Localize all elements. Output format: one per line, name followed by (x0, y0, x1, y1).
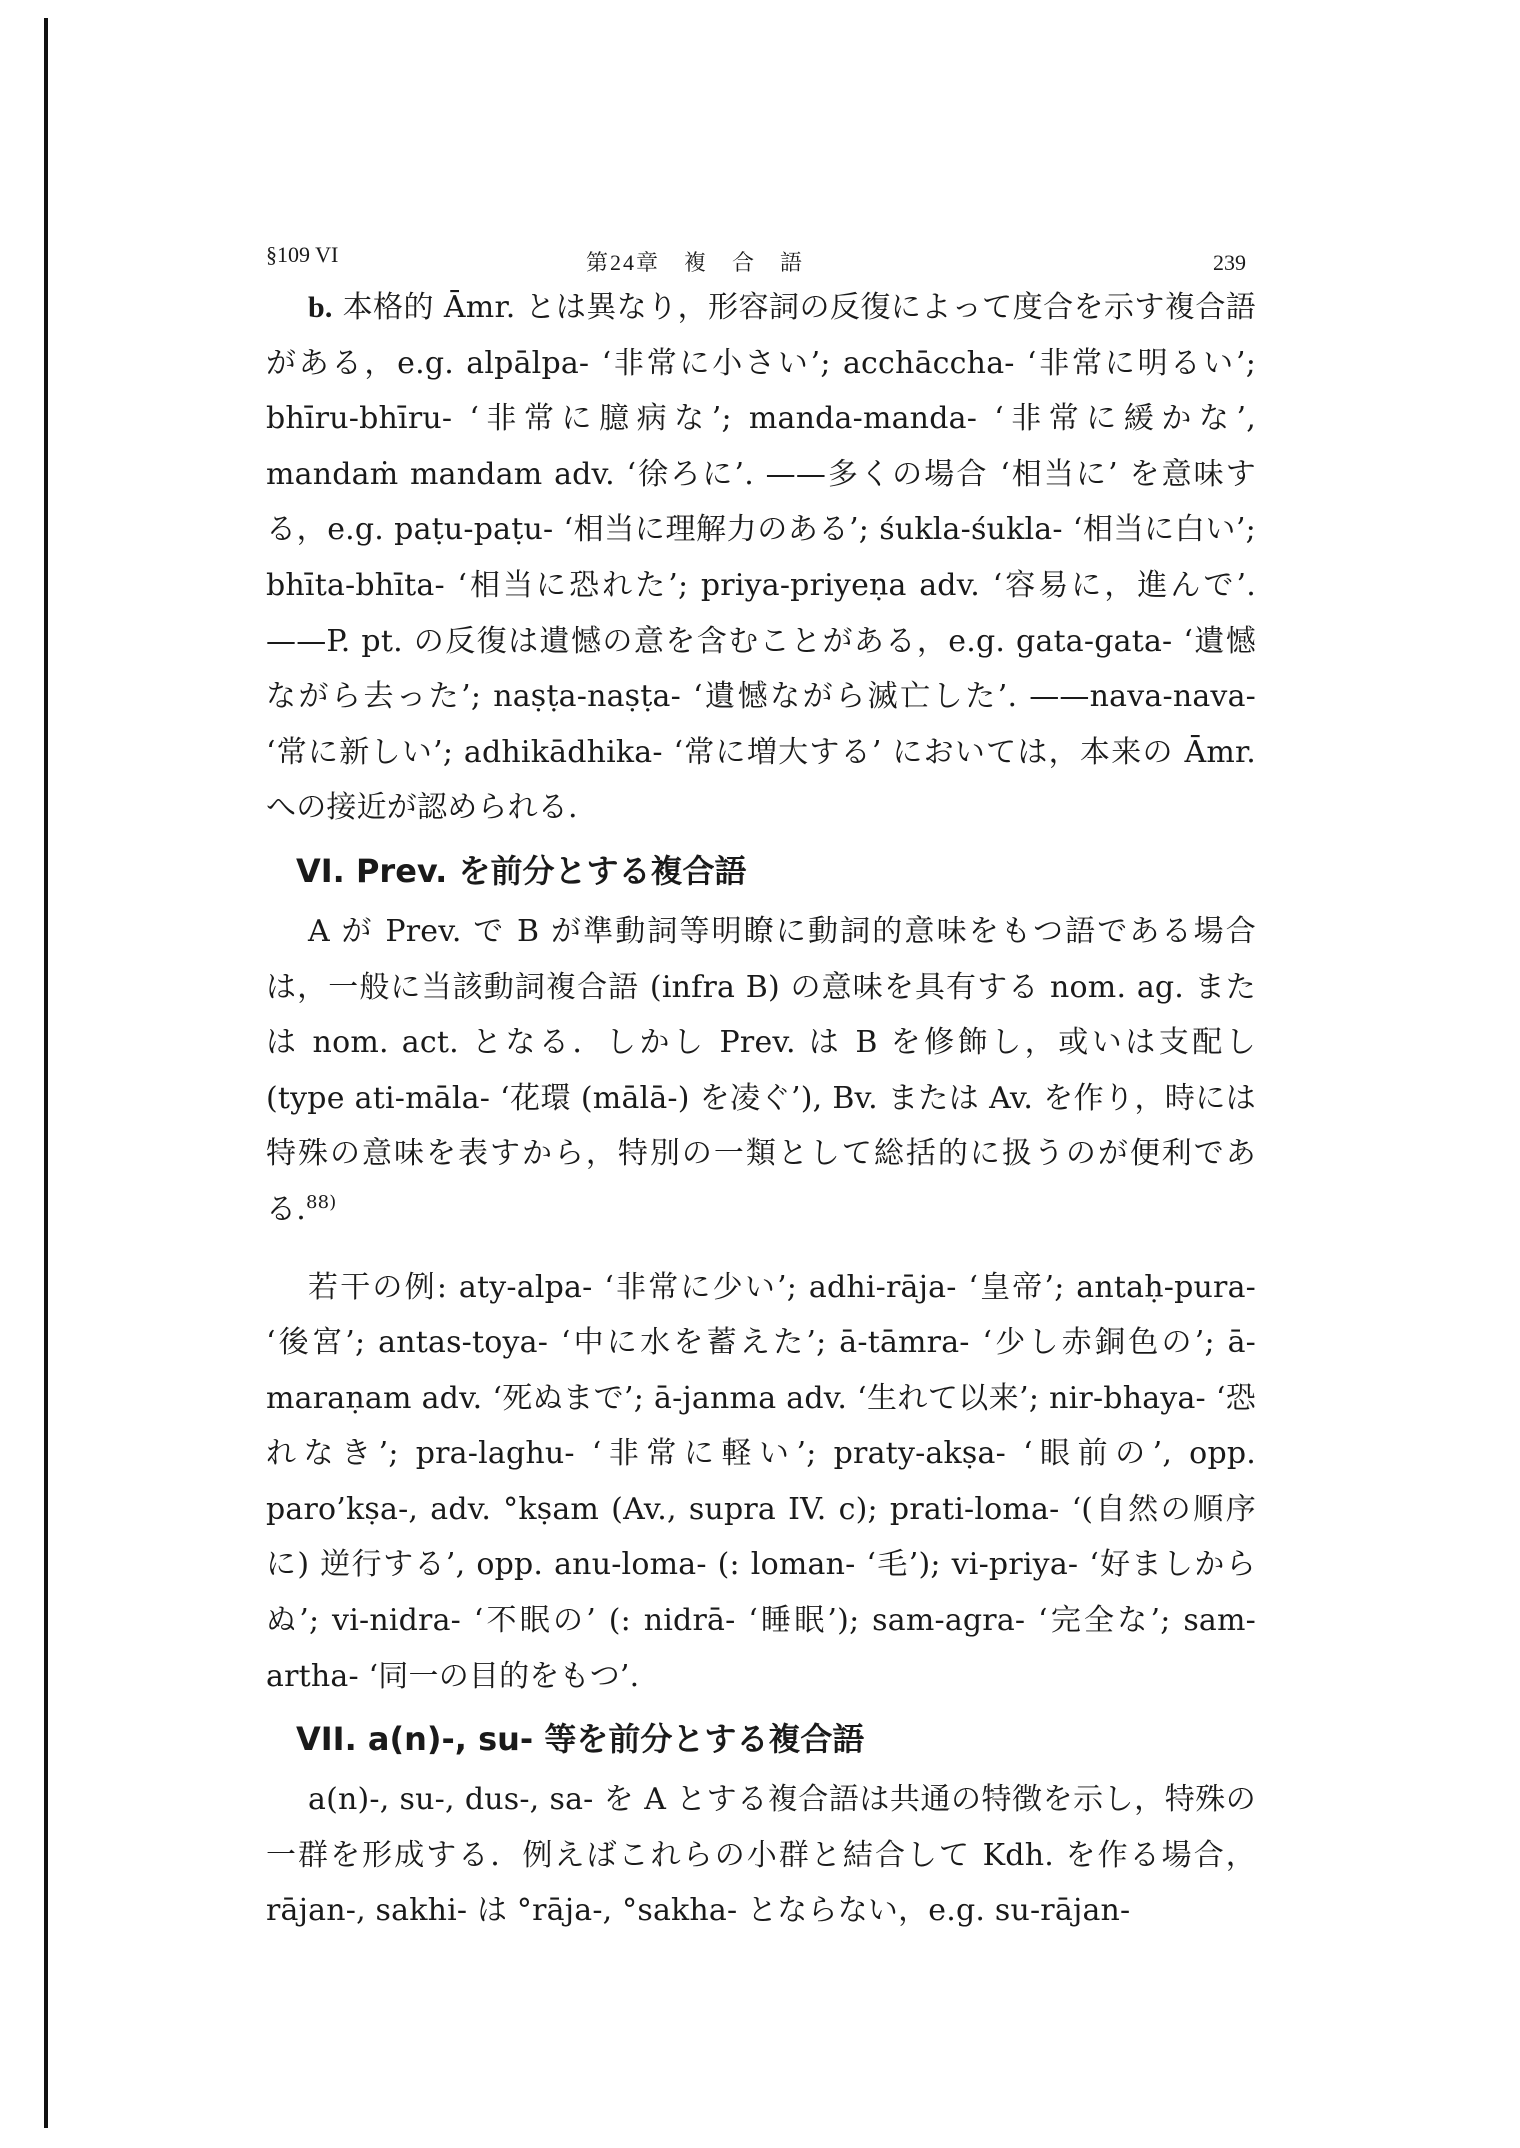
chapter-title: 第24章 複 合 語 (586, 250, 805, 275)
section-vi-paragraph-2: 若干の例: aty-alpa- ‘非常に少い’; adhi-rāja- ‘皇帝’; antaḥ-pura- ‘後宮’; antas-toya- ‘中に水を蓄えた’; ā-tāmra- ‘少し赤銅色の’; ā-maraṇam adv. ‘死ぬまで’; ā-janma adv. ‘生れて以来’; nir-bhaya- ‘恐れなき’; pra-laghu- ‘非常に軽い’; praty-akṣa- ‘眼前の’, opp. paro’kṣa-, adv. °kṣam (Av., supra IV. c); prati-loma- ‘(自然の順序に) 逆行する’, opp. anu-loma- (: loman- ‘毛’); vi-priya- ‘好ましからぬ’; vi-nidra- ‘不眠の’ (: nidrā- ‘睡眠’); sam-agra- ‘完全な’; sam-artha- ‘同一の目的をもつ’. (266, 1269, 1256, 1694)
page-number: 239 (1213, 250, 1246, 275)
section-vi-paragraph-1-text: A が Prev. で B が準動詞等明瞭に動詞的意味をもつ語である場合は，一般に当該動詞複合語 (infra B) の意味を具有する nom. ag. または nom. act. となる．しかし Prev. は B を修飾し，或いは支配し (type ati-māla- ‘花環 (mālā-) を凌ぐ’), Bv. または Av. を作り，時には特殊の意味を表すから，特別の一類として総括的に扱うのが便利である. (266, 913, 1256, 1227)
section-vi-paragraph-1 (266, 904, 1256, 1238)
paragraph-b-lead: b. (308, 291, 333, 324)
section-vi-heading: VI. Prev. を前分とする複合語 (296, 851, 747, 890)
page (266, 232, 1256, 1939)
section-number: §109 VI (266, 242, 339, 267)
footnote-ref: 88) (305, 1191, 337, 1213)
section-vii-paragraph-1: a(n)-, su-, dus-, sa- を A とする複合語は共通の特徴を示し，特殊の一群を形成する．例えばこれらの小群と結合して Kdh. を作る場合，rājan-, sakhi- は °rāja-, °sakha- とならない，e.g. su-rājan- (266, 1782, 1256, 1929)
margin-rule (44, 18, 48, 2128)
running-head (266, 232, 1256, 280)
section-vii-heading: VII. a(n)-, su- 等を前分とする複合語 (296, 1720, 865, 1759)
paragraph-b (266, 280, 1256, 836)
paragraph-b-text: 本格的 Āmr. とは異なり，形容詞の反復によって度合を示す複合語がある，e.g. alpālpa- ‘非常に小さい’; acchāccha- ‘非常に明るい’; bhīru-bhīru- ‘非常に臆病な’; manda-manda- ‘非常に緩かな’, mandaṁ mandam adv. ‘徐ろに’. ——多くの場合 ‘相当に’ を意味する，e.g. paṭu-paṭu- ‘相当に理解力のある’; śukla-śukla- ‘相当に白い’; bhīta-bhīta- ‘相当に恐れた’; priya-priyeṇa adv. ‘容易に，進んで’. ——P. pt. の反復は遺憾の意を含むことがある，e.g. gata-gata- ‘遺憾ながら去った’; naṣṭa-naṣṭa- ‘遺憾ながら滅亡した’. ——nava-nava- ‘常に新しい’; adhikādhika- ‘常に増大する’ においては，本来の Āmr. への接近が認められる. (266, 290, 1256, 826)
